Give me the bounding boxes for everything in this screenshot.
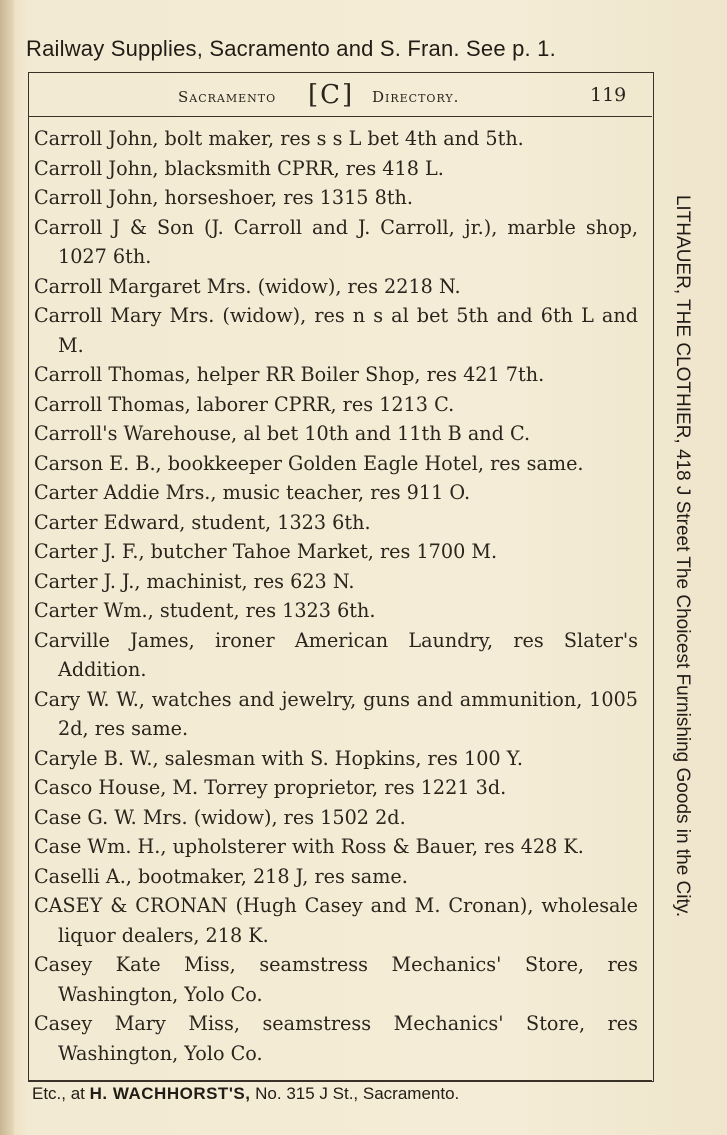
directory-entry: Casey Mary Miss, seamstress Mechanics' Store, res Washington, Yolo Co. — [34, 1012, 638, 1065]
header-city: Sacramento — [178, 88, 277, 106]
directory-entry: Carter J. J., machinist, res 623 N. — [34, 569, 355, 593]
directory-entry: Carson E. B., bookkeeper Golden Eagle Hotel, res same. — [34, 451, 584, 475]
side-advertisement: LITHAUER, THE CLOTHIER, 418 J Street The Choicest Furnishing Goods in the City. — [672, 194, 693, 918]
book-spine-shadow — [0, 0, 14, 1135]
footer-rule — [28, 1080, 652, 1081]
bottom-ad-suffix: No. 315 J St., Sacramento. — [255, 1084, 460, 1103]
header-directory: Directory. — [372, 88, 460, 106]
directory-entry: Carroll John, bolt maker, res s s L bet 4th and 5th. — [34, 127, 524, 150]
directory-entry: Carroll Mary Mrs. (widow), res n s al bet 5th and 6th L and M. — [34, 304, 638, 357]
directory-entry: Cary W. W., watches and jewelry, guns and ammunition, 1005 2d, res same. — [34, 687, 638, 740]
directory-entry: Carroll's Warehouse, al bet 10th and 11th B and C. — [34, 422, 531, 445]
directory-entry: CASEY & CRONAN (Hugh Casey and M. Cronan), wholesale liquor dealers, 218 K. — [34, 894, 638, 947]
directory-entry: Carroll J & Son (J. Carroll and J. Carroll, jr.), marble shop, 1027 6th. — [34, 215, 638, 268]
running-header — [28, 78, 652, 114]
directory-entry: Carroll Thomas, helper RR Boiler Shop, res 421 7th. — [34, 363, 545, 386]
page-number: 119 — [590, 84, 627, 106]
directory-entry: Casco House, M. Torrey proprietor, res 1221 3d. — [34, 776, 507, 799]
top-advertisement: Railway Supplies, Sacramento and S. Fran. See p. 1. — [26, 36, 556, 61]
directory-entry: Caselli A., bootmaker, 218 J, res same. — [34, 864, 408, 888]
directory-entry: Casey Kate Miss, seamstress Mechanics' Store, res Washington, Yolo Co. — [34, 953, 638, 1006]
directory-entry: Carroll Margaret Mrs. (widow), res 2218 N. — [34, 274, 461, 298]
directory-entry: Carter Addie Mrs., music teacher, res 911 O. — [34, 481, 471, 504]
directory-entry: Caryle B. W., salesman with S. Hopkins, res 100 Y. — [34, 746, 524, 770]
directory-entry: Carroll John, blacksmith CPRR, res 418 L. — [34, 156, 444, 180]
directory-entries — [34, 124, 638, 1068]
directory-entry: Case G. W. Mrs. (widow), res 1502 2d. — [34, 805, 406, 829]
bottom-ad-prefix: Etc., at — [32, 1084, 85, 1103]
directory-entry: Carter J. F., butcher Tahoe Market, res 1700 M. — [34, 540, 498, 563]
bottom-advertisement — [32, 1084, 652, 1104]
directory-entry: Carroll Thomas, laborer CPRR, res 1213 C. — [34, 392, 455, 416]
directory-entry: Case Wm. H., upholsterer with Ross & Bauer, res 428 K. — [34, 835, 584, 858]
directory-entry: Carville James, ironer American Laundry, res Slater's Addition. — [34, 628, 638, 681]
header-rule — [28, 116, 652, 117]
directory-entry: Carter Wm., student, res 1323 6th. — [34, 599, 376, 622]
bottom-ad-name: H. WACHHORST'S, — [89, 1084, 251, 1103]
header-letter: [C] — [308, 80, 355, 110]
directory-entry: Carter Edward, student, 1323 6th. — [34, 510, 371, 534]
directory-entry: Carroll John, horseshoer, res 1315 8th. — [34, 186, 413, 209]
